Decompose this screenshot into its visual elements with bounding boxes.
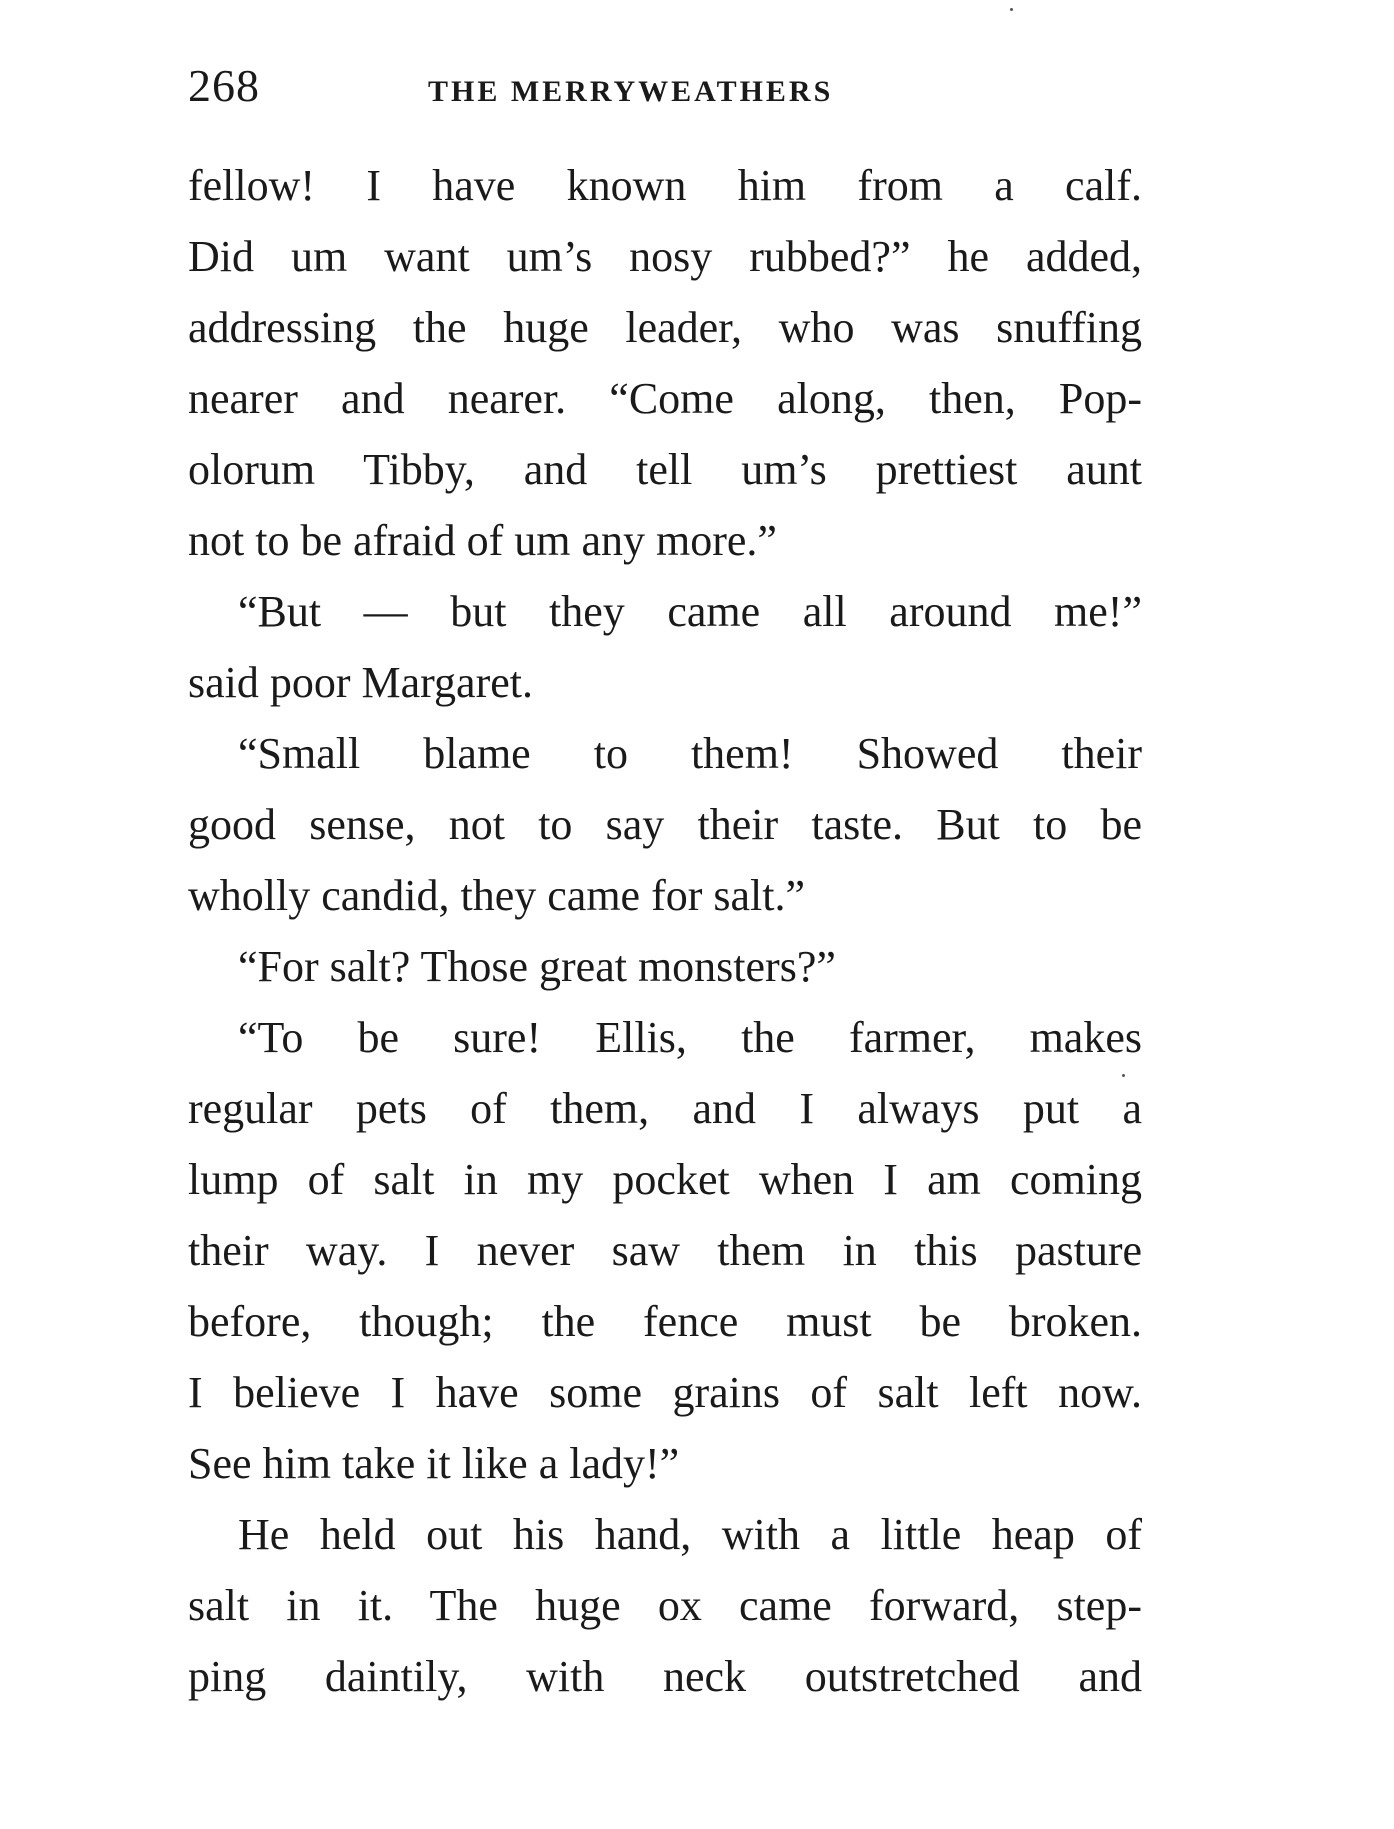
text-line: said poor Margaret. (188, 658, 533, 707)
text-line: regular pets of them, and I always put a (188, 1084, 1142, 1133)
text-line: “To be sure! Ellis, the farmer, makes (238, 1013, 1142, 1062)
text-line: I believe I have some grains of salt left now. (188, 1368, 1142, 1417)
text-line: salt in it. The huge ox came forward, step- (188, 1581, 1142, 1630)
text-line: wholly candid, they came for salt.” (188, 871, 806, 920)
text-line: ping daintily, with neck outstretched and (188, 1652, 1142, 1701)
paper-speck (1010, 8, 1013, 11)
page-number: 268 (188, 60, 260, 111)
text-line: fellow! I have known him from a calf. (188, 161, 1142, 210)
text-line: lump of salt in my pocket when I am coming (188, 1155, 1142, 1204)
text-line: their way. I never saw them in this pasture (188, 1226, 1142, 1275)
paper-speck (1122, 1074, 1125, 1077)
text-line: “But — but they came all around me!” (238, 587, 1142, 636)
text-line: olorum Tibby, and tell um’s prettiest aunt (188, 445, 1142, 494)
text-line: nearer and nearer. “Come along, then, Pop- (188, 374, 1142, 423)
running-head: THE MERRYWEATHERS (428, 75, 834, 108)
text-line: He held out his hand, with a little heap of (238, 1510, 1142, 1559)
text-line: good sense, not to say their taste. But to be (188, 800, 1142, 849)
text-line: “Small blame to them! Showed their (238, 729, 1142, 778)
text-line: “For salt? Those great monsters?” (238, 942, 836, 991)
text-line: Did um want um’s nosy rubbed?” he added, (188, 232, 1142, 281)
text-line: not to be afraid of um any more.” (188, 516, 777, 565)
body-text (188, 150, 1142, 1712)
text-line: before, though; the fence must be broken. (188, 1297, 1142, 1346)
text-line: addressing the huge leader, who was snuffing (188, 303, 1142, 352)
text-line: See him take it like a lady!” (188, 1439, 680, 1488)
page-header (188, 56, 1138, 116)
